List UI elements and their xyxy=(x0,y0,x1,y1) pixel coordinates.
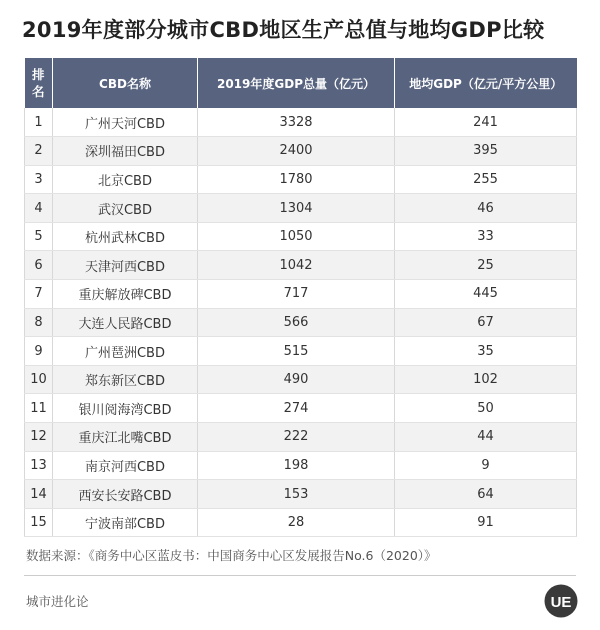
table-row xyxy=(25,394,577,423)
cell-rank: 4 xyxy=(25,194,53,223)
cell-cbd-name: 重庆江北嘴CBD xyxy=(53,423,198,452)
cell-gdp-density: 46 xyxy=(395,194,577,223)
header-rank-line1: 排 xyxy=(31,67,45,82)
cell-gdp-density: 64 xyxy=(395,480,577,509)
cell-cbd-name: 深圳福田CBD xyxy=(53,137,198,166)
brand-name: 城市进化论 xyxy=(26,594,89,609)
cell-gdp-total: 717 xyxy=(198,280,395,309)
table-row xyxy=(25,165,577,194)
header-gdp-total: 2019年度GDP总量（亿元） xyxy=(198,58,395,108)
cell-rank: 14 xyxy=(25,480,53,509)
cell-rank: 5 xyxy=(25,222,53,251)
table-row xyxy=(25,365,577,394)
cell-rank: 3 xyxy=(25,165,53,194)
cbd-gdp-table xyxy=(24,58,577,537)
cell-gdp-total: 274 xyxy=(198,394,395,423)
cell-gdp-total: 1050 xyxy=(198,222,395,251)
cell-gdp-density: 445 xyxy=(395,280,577,309)
cell-cbd-name: 广州天河CBD xyxy=(53,108,198,137)
table-row xyxy=(25,222,577,251)
header-rank-line2: 名 xyxy=(31,84,45,99)
cell-rank: 11 xyxy=(25,394,53,423)
cell-rank: 6 xyxy=(25,251,53,280)
cell-rank: 12 xyxy=(25,423,53,452)
cell-rank: 15 xyxy=(25,508,53,537)
cell-rank: 2 xyxy=(25,137,53,166)
table-row xyxy=(25,308,577,337)
cell-cbd-name: 宁波南部CBD xyxy=(53,508,198,537)
cell-cbd-name: 广州琶洲CBD xyxy=(53,337,198,366)
cell-cbd-name: 天津河西CBD xyxy=(53,251,198,280)
cell-rank: 13 xyxy=(25,451,53,480)
cell-rank: 7 xyxy=(25,280,53,309)
cell-gdp-density: 241 xyxy=(395,108,577,137)
cell-gdp-total: 2400 xyxy=(198,137,395,166)
cell-rank: 10 xyxy=(25,365,53,394)
table-row xyxy=(25,137,577,166)
cell-cbd-name: 大连人民路CBD xyxy=(53,308,198,337)
cell-gdp-total: 3328 xyxy=(198,108,395,137)
cell-gdp-density: 50 xyxy=(395,394,577,423)
cell-gdp-total: 222 xyxy=(198,423,395,452)
cell-gdp-total: 566 xyxy=(198,308,395,337)
cell-rank: 1 xyxy=(25,108,53,137)
cell-gdp-total: 1304 xyxy=(198,194,395,223)
cell-gdp-total: 490 xyxy=(198,365,395,394)
cell-cbd-name: 重庆解放碑CBD xyxy=(53,280,198,309)
cell-gdp-total: 515 xyxy=(198,337,395,366)
table-row xyxy=(25,480,577,509)
ue-logo-icon xyxy=(544,584,578,618)
cell-gdp-density: 44 xyxy=(395,423,577,452)
cell-cbd-name: 南京河西CBD xyxy=(53,451,198,480)
table-row xyxy=(25,194,577,223)
table-row xyxy=(25,280,577,309)
cell-gdp-total: 198 xyxy=(198,451,395,480)
cell-rank: 8 xyxy=(25,308,53,337)
header-rank xyxy=(25,58,53,108)
cell-gdp-density: 35 xyxy=(395,337,577,366)
table-row xyxy=(25,337,577,366)
cell-cbd-name: 西安长安路CBD xyxy=(53,480,198,509)
cell-cbd-name: 北京CBD xyxy=(53,165,198,194)
cell-cbd-name: 杭州武林CBD xyxy=(53,222,198,251)
cell-gdp-density: 67 xyxy=(395,308,577,337)
cell-gdp-total: 1780 xyxy=(198,165,395,194)
footer-divider xyxy=(24,575,576,576)
header-gdp-density: 地均GDP（亿元/平方公里） xyxy=(395,58,577,108)
cell-gdp-density: 9 xyxy=(395,451,577,480)
cell-cbd-name: 郑东新区CBD xyxy=(53,365,198,394)
table-row xyxy=(25,508,577,537)
logo-text: UE xyxy=(550,594,572,611)
cell-rank: 9 xyxy=(25,337,53,366)
cell-gdp-density: 25 xyxy=(395,251,577,280)
cell-gdp-density: 33 xyxy=(395,222,577,251)
cell-cbd-name: 银川阅海湾CBD xyxy=(53,394,198,423)
cell-gdp-total: 28 xyxy=(198,508,395,537)
table-row xyxy=(25,108,577,137)
cell-cbd-name: 武汉CBD xyxy=(53,194,198,223)
cell-gdp-density: 91 xyxy=(395,508,577,537)
cell-gdp-total: 153 xyxy=(198,480,395,509)
chart-title: 2019年度部分城市CBD地区生产总值与地均GDP比较 xyxy=(22,18,545,42)
table-header-row xyxy=(25,58,577,108)
cell-gdp-density: 255 xyxy=(395,165,577,194)
header-cbd-name: CBD名称 xyxy=(53,58,198,108)
table-row xyxy=(25,251,577,280)
table-row xyxy=(25,423,577,452)
cell-gdp-total: 1042 xyxy=(198,251,395,280)
table-row xyxy=(25,451,577,480)
cell-gdp-density: 102 xyxy=(395,365,577,394)
cell-gdp-density: 395 xyxy=(395,137,577,166)
table-body xyxy=(25,108,577,537)
data-source-note: 数据来源：《商务中心区蓝皮书：中国商务中心区发展报告No.6（2020）》 xyxy=(26,548,437,563)
